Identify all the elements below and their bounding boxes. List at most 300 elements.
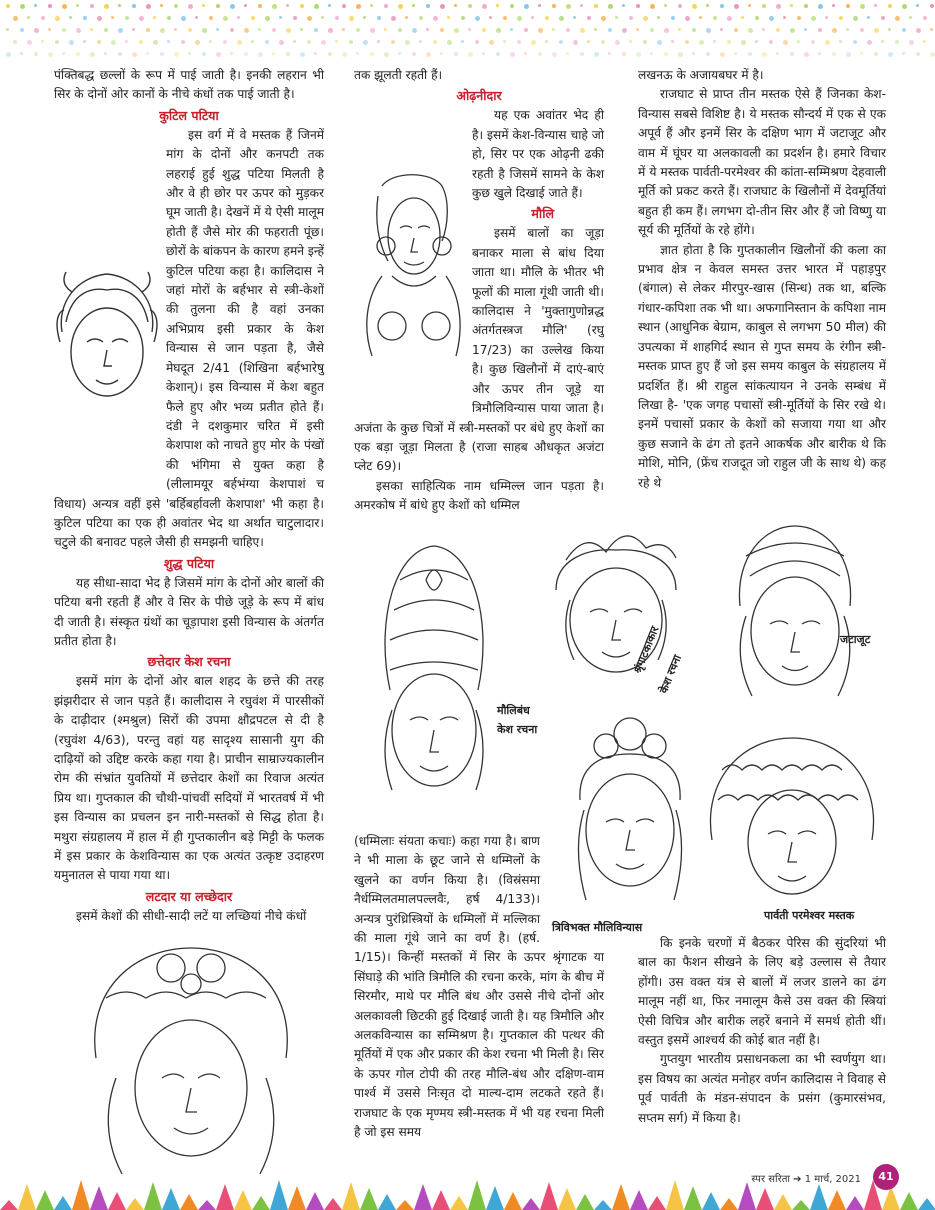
decorative-footer-shape [0,1200,18,1210]
decorative-dot [839,16,843,20]
decorative-dot [671,40,674,43]
decorative-footer-shape [648,1196,666,1210]
decorative-dot [664,52,668,56]
paragraph: राजघाट से प्राप्त तीन मस्तक ऐसे हैं जिनका केश-विन्यास सबसे विशिष्ट है। ये मस्तक सौन्दर्य में एक से एक अपूर्व हैं और इनमें सिर के दक्षिण भाग में जटाजूट और वाम में घूंघर या अलकावली का प्रदर्शन है। हमारे विचार में ये मस्तक पार्वती-परमेश्वर की कांता-सम्मिश्रण देहवाली मूर्ति को प्रकट करते हैं। राजघाट के खिलौनों में देवमूर्तियां बहुत ही कम हैं। लगभग दो-तीन सिर और हैं जो विष्णु या सूर्य की मूर्तियों के रहे होंगे। [638,87,886,238]
decorative-dot [475,40,479,44]
decorative-dot [685,40,689,44]
decorative-dot [580,28,585,33]
decorative-dot [125,40,128,43]
decorative-dot [846,52,851,57]
paragraph: इसमें बालों का जूड़ा बनाकर माला से बांध दिया जाता था। मौलि के भीतर भी फूलों की माला गूंथी जाती थी। कालिदास ने 'मुक्तागुणोन्नद्ध अंतर्गतस्त्रज मौलि' (रघु 17/23) का उल्लेख किया है। कुछ खिलौनों में दाएं-बाएं और ऊपर तीन जूड़े या त्रिमौलिविन्यास पाया जाता है। अजंता के कुछ चित्रों में स्त्री-मस्तकों पर बंधे हुए केशों का एक बड़ा जूड़ा मिलता है (राजा साहब औधकृत अजंटा प्लेट 69)। [354,226,604,474]
decorative-dot [664,28,669,33]
decorative-dot [216,28,219,31]
decorative-footer-shape [198,1200,216,1210]
decorative-dot [832,28,837,33]
decorative-dot [790,4,793,7]
decorative-dot [482,28,486,32]
decorative-dot [300,28,303,31]
paragraph: गुप्तयुग भारतीय प्रसाधनकला का भी स्वर्णयुग था। इस विषय का अत्यंत मनोहर वर्णन कालिदास ने विवाह से पूर्व पार्वती के मंडन-संपादन के प्रसंग (कुमारसंभव, सप्तम सर्ग) में किया है। [638,1052,886,1125]
decorative-dot [531,40,536,45]
decorative-dot [636,52,641,57]
decorative-dot [818,28,822,32]
decorative-dot [818,52,821,55]
decorative-footer-shape [486,1186,504,1210]
decorative-dot [391,40,395,44]
decorative-dot [706,52,710,56]
decorative-dot [748,52,752,56]
paragraph: (धम्मिलाः संयता कचाः) कहा गया है। बाण ने भी माला के छूट जाने से धम्मिलों के खुलने का वर्णन किया है। (विस्रंसमा नैर्धम्मिलतमालपल्लवैः, हर्ष 4/133)। अन्यत्र पुरंध्रिस्त्रियों के धम्मिलों में मल्लिका की माला गूंथे जाने का वर्ण है। (हर्ष. 1/15)। किन्हीं मस्तकों में सिर के ऊपर श्रृंगाटक या सिंघाड़े की भांति त्रिमौलि की रचना करके, मांग के बीच में सिरमौर, माथे पर मौलि बंध और उससे नीचे दोनों ओर अलकावली छिटकी हुई दिखाई जाती है। यह त्रिमौलि और अलकविन्यास का सम्मिश्रण है। गुप्तकाल की पत्थर की मूर्तियों में एक और प्रकार की केश रचना भी मिली है। सिर के ऊपर गोल टोपी की तरह मौलि-बंध और दक्षिण-वाम पार्श्व में उससे निःसृत दो माल्य-दाम लटकते रहते हैं। राजघाट के एक मृण्मय स्त्री-मस्तक में भी यह रचना मिली है जो इस समय [354,834,604,1140]
decorative-dot [384,28,387,31]
decorative-footer-shape [36,1190,54,1210]
decorative-footer-shape [144,1182,162,1210]
decorative-dot [573,16,576,19]
decorative-dot [265,16,270,21]
decorative-dot [853,16,858,21]
decorative-dot [440,4,445,9]
decorative-dot [734,28,738,32]
decorative-dot [6,4,10,8]
decorative-footer-shape [684,1186,702,1210]
decorative-dot [391,16,396,21]
decorative-dot [531,16,534,19]
decorative-dot [608,4,613,9]
decorative-dot [237,16,240,19]
decorative-dot [580,4,583,7]
decorative-footer-shape [810,1184,828,1210]
decorative-dot [48,4,52,8]
decorative-dot [286,28,291,33]
paragraph: यह एक अवांतर भेद ही है। इसमें केश-विन्यास चाहे जो हो, सिर पर एक ओढ़नी ढकी रहती है जिसमें सामने के केश कुछ खुले दिखाई जाते हैं। [472,108,604,201]
decorative-dot [762,52,767,57]
decorative-dot [748,4,751,7]
decorative-footer-shape [576,1194,594,1210]
decorative-dot [181,16,186,21]
decorative-dot [111,16,114,19]
decorative-dot [615,16,618,19]
decorative-dot [874,4,877,7]
decorative-footer-shape [288,1186,306,1210]
decorative-dot [216,4,220,8]
decorative-dot [510,4,514,8]
decorative-dot [174,52,179,57]
decorative-footer-shape [108,1192,126,1210]
decorative-dot [776,4,781,9]
decorative-dot [13,16,18,21]
section-heading: छत्तेदार केश रचना [147,654,231,670]
decorative-dot [293,16,297,20]
decorative-dot [286,4,289,7]
decorative-dot [153,40,158,45]
decorative-dot [202,52,206,56]
decorative-dot [69,40,74,45]
decorative-dot [167,16,171,20]
paragraph: इसमें केशों की सीधी-सादी लटें या लच्छियां नीचे कंधों [76,908,307,923]
decorative-footer-shape [504,1192,522,1210]
decorative-dot [867,40,872,45]
decorative-dot [706,4,709,7]
decorative-dot [20,52,23,55]
decorative-footer-shape [702,1192,720,1210]
decorative-dot [48,52,53,57]
decorative-footer-shape [324,1198,342,1210]
decorative-footer-shape [306,1192,324,1210]
decorative-dot [328,28,333,33]
decorative-dot [699,40,704,45]
decorative-dot [272,28,276,32]
decorative-dot [510,28,513,31]
decorative-dot [62,52,65,55]
decorative-dot [132,28,135,31]
decorative-dot [230,28,234,32]
decorative-dot [412,4,415,7]
decorative-dot [454,4,457,7]
decorative-dot [41,16,45,20]
decorative-dot [888,28,891,31]
decorative-dot [860,4,865,9]
decorative-dot [769,16,774,21]
decorative-dot [97,16,102,21]
figure-label: केश रचना [656,653,685,696]
decorative-dot [482,4,487,9]
decorative-dot [503,40,506,43]
decorative-dot [321,40,326,45]
decorative-footer-shape [666,1180,684,1210]
decorative-dot [685,16,690,21]
decorative-dot [762,4,766,8]
decorative-dot [377,16,381,20]
decorative-dot [314,28,318,32]
decorative-dot [188,4,193,9]
decorative-dot [251,16,255,20]
decorative-dot [538,28,543,33]
decorative-footer-shape [720,1198,738,1210]
decorative-dot [545,16,549,20]
section-heading: ओढ़नीदार [456,88,502,104]
decorative-dot [930,4,934,8]
decorative-dot [398,28,402,32]
decorative-dot [398,4,403,9]
decorative-dot [146,4,151,9]
decorative-footer-shape [396,1200,414,1210]
decorative-dot [643,40,647,44]
decorative-dot [468,4,472,8]
decorative-dot [874,52,878,56]
decorative-dot [13,40,17,44]
decorative-dot [587,40,590,43]
decorative-dot [419,16,423,20]
decorative-dot [104,52,107,55]
decorative-dot [692,4,697,9]
decorative-dot [783,40,788,45]
sketch-maulibandh-head [370,540,498,840]
decorative-dot [244,4,247,7]
decorative-dot [790,52,794,56]
decorative-dot [426,28,429,31]
page-number-badge: 41 [873,1164,899,1190]
decorative-dot [244,52,248,56]
decorative-dot [776,52,779,55]
decorative-dot [363,40,368,45]
decorative-dot [657,16,660,19]
decorative-dot [83,40,86,43]
decorative-dot [454,52,458,56]
decorative-dot [272,52,275,55]
decorative-dot [20,28,24,32]
decorative-dot [440,52,443,55]
decorative-dot [916,28,921,33]
decorative-dot [132,4,136,8]
decorative-dot [713,40,716,43]
decorative-dot [188,28,192,32]
decorative-dot [405,40,410,45]
decorative-footer-shape [612,1184,630,1210]
decorative-dot [832,52,836,56]
decorative-dot [153,16,156,19]
decorative-dot [517,16,522,21]
decorative-dot [601,16,606,21]
decorative-dot [342,52,347,57]
decorative-dot [825,40,830,45]
decorative-dot [902,4,907,9]
section-heading: लटदार या लच्छेदार [145,888,233,904]
decorative-dot [202,28,207,33]
decorative-dot [286,52,290,56]
decorative-dot [664,4,667,7]
decorative-dot [923,40,926,43]
decorative-dot [209,40,212,43]
paragraph: कि इनके चरणों में बैठकर पेरिस की सुंदरियां भी बाल का फैशन सीखने के लिए बड़े उल्लास से तैयार होंगी। उस वक्त यंत्र से बालों में लजर डालने का ढंग मालूम नहीं था, फिर नमालूम कैसे उस वक्त की स्त्रियां ऐसी विचित्र और बारीक लहरें बनाने में समर्थ होती थीं। वस्तुत इसमें आश्चर्य की कोई बात नहीं है। [638,936,886,1048]
decorative-footer-shape [594,1200,612,1210]
decorative-dot [69,16,72,19]
decorative-dot [34,28,39,33]
decorative-dot [335,40,338,43]
decorative-dot [160,52,164,56]
decorative-dot [118,4,121,7]
decorative-dot [902,52,905,55]
decorative-dot [622,4,625,7]
decorative-dot [594,28,597,31]
decorative-dot [671,16,675,20]
figure-label: मौलिबंध [497,704,530,717]
decorative-dot [349,40,353,44]
paragraph: पंक्तिबद्ध छल्लों के रूप में पाई जाती है। इनकी लहरान भी सिर के दोनों ओर कानों के नीचे कंधों तक पाई जाती है। [54,68,324,102]
decorative-dot [90,28,93,31]
decorative-dot [797,40,800,43]
decorative-dot [587,16,591,20]
decorative-dot [524,4,529,9]
decorative-dot [363,16,366,19]
decorative-footer-shape [540,1182,558,1210]
decorative-footer-shape [792,1200,810,1210]
figure-label: त्रिविभक्त मौलिविन्यास [552,921,643,934]
decorative-dot [615,40,620,45]
decorative-dot [720,28,723,31]
decorative-footer-shape [378,1194,396,1210]
decorative-dot [811,40,815,44]
decorative-dot [6,28,9,31]
decorative-dot [244,28,249,33]
decorative-dot [867,16,870,19]
decorative-dot [930,28,933,31]
decorative-dot [6,52,11,57]
decorative-dot [902,28,906,32]
decorative-dot [349,16,354,21]
decorative-dot [377,40,380,43]
decorative-dot [888,52,893,57]
decorative-dot [573,40,578,45]
decorative-dot [601,40,605,44]
decorative-dot [62,28,66,32]
decorative-footer-shape [900,1192,918,1210]
decorative-dot [258,4,262,8]
decorative-dot [860,52,863,55]
decorative-dot [146,28,150,32]
decorative-dot [160,4,163,7]
decorative-dot [370,52,374,56]
decorative-dot [405,16,408,19]
decorative-dot [314,4,319,9]
decorative-dot [783,16,786,19]
decorative-dot [370,4,373,7]
decorative-dot [146,52,149,55]
decorative-dot [482,52,485,55]
decorative-dot [160,28,165,33]
decorative-footer-shape [18,1184,36,1210]
paragraph: इस वर्ग में वे मस्तक हैं जिनमें मांग के दोनों और कनपटी तक लहराई हुई शुद्ध पटिया मिलती है और वे ही छोर पर ऊपर को मुड़कर घूम जाती है। देखनें में ये ऐसी मालूम होती हैं जैसे मोर की फहराती पूंछ। छोरों के बांकपन के कारण हमने इन्हें कुटिल पटिया कहा है। कालिदास ने जहां मोरों के बर्हभार से स्त्री-केशों की तुलना की है वहां उनका अभिप्राय इसी प्रकार के केश विन्यास से जान पड़ता है, जैसे मेघदूत 2/41 (शिखिना बर्हभारेषु केशान्)। इस विन्यास में केश बहुत फैले हुए और भव्य प्रतीत होते हैं। दंडी ने दशकुमार चरित में इसी केशपाश को नाचते हुए मोर के पंखों की भंगिमा से युक्त कहा है (लीलामयूर बर्हभंग्या केशपाशं च विधाय) अन्यत्र वहीं इसे 'बर्हिबर्हावली केशपाश' भी कहा है। कुटिल पटिया का एक ही अवांतर भेद था अर्थात चाटुलादार। चटुले की बनावट पहले जैसी ही समझनी चाहिए। [54,127,324,550]
decorative-dot [139,40,143,44]
decorative-dot [314,52,317,55]
decorative-dot [566,28,570,32]
decorative-dot [748,28,753,33]
decorative-dot [118,52,122,56]
decorative-dot [832,4,835,7]
decorative-dot [223,16,228,21]
decorative-dot [916,4,919,7]
decorative-footer-shape [216,1184,234,1210]
decorative-dot [279,16,282,19]
decorative-dot [34,4,37,7]
decorative-dot [741,16,744,19]
decorative-footer-shape [738,1182,756,1210]
decorative-footer-shape [360,1188,378,1210]
decorative-dot [433,40,437,44]
decorative-dot [538,4,541,7]
decorative-dot [895,16,900,21]
decorative-footer-shape [54,1196,72,1210]
decorative-dot [90,4,94,8]
decorative-dot [678,4,682,8]
decorative-footer-shape [432,1190,450,1210]
decorative-dot [356,28,360,32]
decorative-dot [797,16,801,20]
decorative-dot [272,4,277,9]
decorative-dot [804,28,807,31]
decorative-dot [720,4,724,8]
decorative-dot [237,40,242,45]
decorative-dot [699,16,702,19]
decorative-dot [447,16,450,19]
decorative-footer-shape [828,1190,846,1210]
decorative-dot [258,52,263,57]
decorative-dot [566,52,569,55]
decorative-dot [440,28,444,32]
decorative-dot [713,16,717,20]
sketch-parvati-parmeshwar-head [702,730,882,910]
decorative-footer-shape [126,1198,144,1210]
decorative-dot [643,16,648,21]
decorative-dot [55,40,59,44]
decorative-dot [909,16,912,19]
sketch-trivibhakt-head [560,710,700,920]
decorative-dot [111,40,116,45]
decorative-dot [398,52,401,55]
paragraph: यह सीधा-सादा भेद है जिसमें मांग के दोनों ओर बालों की पटिया बनी रहती हैं और वे सिर के पीछे जूड़े के रूप में बांध दी जाती है। संस्कृत ग्रंथों का चूड़ापाश इसी विन्यास के अंतर्गत प्रतीत होता है। [54,575,324,648]
decorative-footer-shape [468,1180,486,1210]
decorative-dot [118,28,123,33]
decorative-dot [496,52,500,56]
decorative-dot [335,16,339,20]
sketch-face-kutil-patiya [52,262,162,422]
decorative-footer-shape [162,1188,180,1210]
decorative-dot [104,28,108,32]
decorative-dot [776,28,780,32]
decorative-dot [468,28,471,31]
sketch-jatajoot-head [720,516,870,716]
decorative-dot [895,40,899,44]
decorative-dot [195,16,198,19]
figure-label: केश रचना [497,723,538,736]
decorative-dot [916,52,920,56]
decorative-dot [622,28,627,33]
decorative-dot [678,28,681,31]
decorative-dot [825,16,828,19]
decorative-dot [594,52,599,57]
decorative-dot [461,40,464,43]
decorative-dot [489,40,494,45]
decorative-dot [20,4,25,9]
decorative-dot [496,28,501,33]
decorative-footer-shape [450,1196,468,1210]
decorative-dot [755,16,759,20]
decorative-footer-shape [234,1190,252,1210]
sketch-odhnidar-figure [352,166,470,386]
decorative-dot [279,40,284,45]
decorative-dot [370,28,375,33]
decorative-dot [811,16,816,21]
decorative-footer-shape [558,1188,576,1210]
decorative-dot [258,28,261,31]
paragraph: इसका साहित्यिक नाम धम्मिल्ल जान पड़ता है। अमरकोष में बांधे हुए केशों को धम्मिल [354,478,604,513]
decorative-dot [503,16,507,20]
column-3 [638,66,886,493]
decorative-dot [356,52,359,55]
decorative-dot [461,16,465,20]
decorative-dot [552,52,557,57]
decorative-dot [769,40,773,44]
decorative-dot [34,52,38,56]
decorative-dot [727,40,731,44]
top-dot-decoration [0,0,935,64]
decorative-dot [930,52,935,57]
section-heading: मौलि [531,206,554,222]
decorative-dot [755,40,758,43]
decorative-dot [650,52,653,55]
decorative-dot [76,4,79,7]
decorative-dot [594,4,598,8]
decorative-dot [790,28,795,33]
figure-label: श्रृंगाटकाकार [630,624,662,676]
decorative-dot [76,28,81,33]
